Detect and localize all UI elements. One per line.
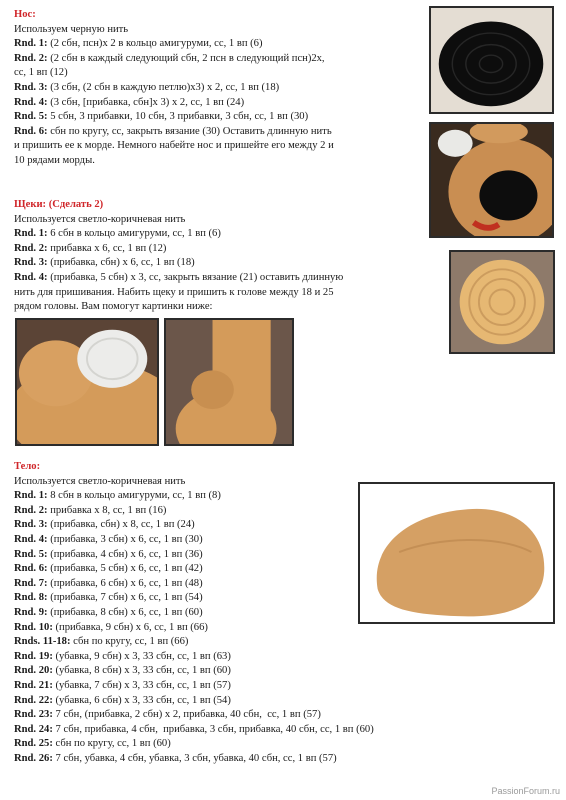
body-intro: Используется светло-коричневая нить — [14, 475, 186, 487]
round-line — [14, 110, 424, 125]
round-line — [14, 737, 554, 752]
round-label: Rnd. 3: — [14, 257, 48, 269]
round-label: Rnd. 21: — [14, 679, 53, 691]
round-instructions: 7 сбн, прибавка, 4 сбн, прибавка, 3 сбн, прибавка, 40 сбн, сс, 1 вп (60) — [52, 723, 374, 735]
round-label: Rnd. 4: — [14, 96, 48, 108]
round-instructions: сбн по кругу, сс, 1 вп (60) — [52, 738, 171, 750]
round-line — [14, 723, 554, 738]
round-instructions: (прибавка, 9 сбн) х 6, сс, 1 вп (66) — [52, 621, 208, 633]
round-line — [14, 664, 554, 679]
round-line — [14, 635, 554, 650]
round-instructions: 5 сбн, 3 прибавки, 10 сбн, 3 прибавки, 3 сбн, сс, 1 вп (30) — [47, 111, 309, 123]
round-label: Rnd. 22: — [14, 694, 53, 706]
round-label: Rnd. 1: — [14, 38, 48, 50]
round-instructions: 6 сбн в кольцо амигуруми, сс, 1 вп (6) — [47, 228, 221, 240]
round-instructions: прибавка х 8, сс, 1 вп (16) — [47, 504, 167, 516]
round-line — [14, 81, 424, 96]
round-instructions: прибавка х 6, сс, 1 вп (12) — [47, 242, 167, 254]
nose-section — [14, 8, 424, 169]
round-label: Rnd. 2: — [14, 504, 48, 516]
round-instructions: (прибавка, 4 сбн) х 6, сс, 1 вп (36) — [47, 548, 203, 560]
round-label: Rnds. 11-18: — [14, 636, 71, 648]
round-label: Rnd. 4: — [14, 271, 48, 283]
body-heading: Тело: — [14, 461, 41, 472]
round-label: Rnd. 3: — [14, 519, 48, 531]
round-label: Rnd. 24: — [14, 723, 53, 735]
round-label: Rnd. 19: — [14, 650, 53, 662]
round-label: Rnd. 23: — [14, 709, 53, 721]
round-line — [14, 242, 446, 257]
round-label: Rnd. 4: — [14, 533, 48, 545]
round-label: Rnd. 20: — [14, 665, 53, 677]
round-line — [14, 256, 446, 271]
cheeks-intro: Используется светло-коричневая нить — [14, 213, 186, 225]
round-label: Rnd. 5: — [14, 111, 48, 123]
round-instructions: (убавка, 8 сбн) х 3, 33 сбн, сс, 1 вп (60) — [52, 665, 231, 677]
round-label: Rnd. 8: — [14, 592, 48, 604]
round-instructions: сбн по кругу, сс, закрыть вязание (30) Оставить длинную нить и пришить ее к морде. Немного набейте нос и пришейте его между 2 и 10 рядами морды. — [14, 125, 334, 166]
round-line — [14, 679, 554, 694]
cheeks-section — [14, 198, 446, 315]
round-instructions: (прибавка, 3 сбн) х 6, сс, 1 вп (30) — [47, 533, 203, 545]
round-line — [14, 37, 424, 52]
round-line — [14, 52, 424, 81]
round-label: Rnd. 6: — [14, 563, 48, 575]
nose-intro: Используем черную нить — [14, 23, 129, 35]
round-line — [14, 227, 446, 242]
round-instructions: (3 сбн, [прибавка, сбн]х 3) х 2, сс, 1 вп (24) — [47, 96, 245, 108]
round-label: Rnd. 10: — [14, 621, 53, 633]
round-instructions: (прибавка, 5 сбн) х 3, сс, закрыть вязание (21) оставить длинную нить для пришивания. Набить щеку и пришить к голове между 18 и 25 рядом головы. Вам помогут картинки ниже: — [14, 271, 344, 313]
round-line — [14, 271, 446, 315]
round-line — [14, 96, 424, 111]
round-line — [14, 125, 424, 169]
round-instructions: сбн по кругу, сс, 1 вп (66) — [70, 636, 189, 648]
round-label: Rnd. 5: — [14, 548, 48, 560]
round-label: Rnd. 6: — [14, 125, 48, 137]
round-instructions: (прибавка, 5 сбн) х 6, сс, 1 вп (42) — [47, 563, 203, 575]
round-label: Rnd. 3: — [14, 81, 48, 93]
cheek-back-photo — [164, 318, 294, 446]
round-instructions: (убавка, 7 сбн) х 3, 33 сбн, сс, 1 вп (57) — [52, 679, 231, 691]
round-instructions: (прибавка, сбн) х 6, сс, 1 вп (18) — [47, 257, 195, 269]
watermark: PassionForum.ru — [491, 786, 560, 796]
body-photo — [358, 482, 555, 624]
round-label: Rnd. 2: — [14, 52, 48, 64]
round-label: Rnd. 26: — [14, 752, 53, 764]
face-nose-photo — [429, 122, 554, 238]
round-instructions: (прибавка, 6 сбн) х 6, сс, 1 вп (48) — [47, 577, 203, 589]
nose-photo — [429, 6, 554, 114]
cheek-side-photo — [15, 318, 159, 446]
round-instructions: (прибавка, 8 сбн) х 6, сс, 1 вп (60) — [47, 606, 203, 618]
round-instructions: (убавка, 9 сбн) х 3, 33 сбн, сс, 1 вп (63) — [52, 650, 231, 662]
cheeks-rounds — [14, 227, 446, 315]
round-label: Rnd. 25: — [14, 738, 53, 750]
round-label: Rnd. 2: — [14, 242, 48, 254]
round-instructions: 8 сбн в кольцо амигуруми, сс, 1 вп (8) — [47, 490, 221, 502]
cheek-photo — [449, 250, 555, 354]
round-instructions: (2 сбн в каждый следующий сбн, 2 псн в следующий псн)2х, сс, 1 вп (12) — [14, 52, 325, 79]
nose-heading: Нос: — [14, 9, 36, 20]
nose-rounds — [14, 37, 424, 168]
round-instructions: (прибавка, сбн) х 8, сс, 1 вп (24) — [47, 519, 195, 531]
round-label: Rnd. 1: — [14, 490, 48, 502]
round-instructions: (2 сбн, псн)х 2 в кольцо амигуруми, сс, 1 вп (6) — [47, 38, 263, 50]
round-instructions: (убавка, 6 сбн) х 3, 33 сбн, сс, 1 вп (54) — [52, 694, 231, 706]
round-instructions: 7 сбн, (прибавка, 2 сбн) х 2, прибавка, 40 сбн, сс, 1 вп (57) — [52, 709, 321, 721]
round-instructions: (прибавка, 7 сбн) х 6, сс, 1 вп (54) — [47, 592, 203, 604]
round-label: Rnd. 1: — [14, 228, 48, 240]
round-line — [14, 708, 554, 723]
round-line — [14, 650, 554, 665]
round-line — [14, 752, 554, 767]
round-instructions: (3 сбн, (2 сбн в каждую петлю)х3) х 2, сс, 1 вп (18) — [47, 81, 280, 93]
cheeks-heading: Щеки: (Сделать 2) — [14, 199, 104, 210]
round-label: Rnd. 7: — [14, 577, 48, 589]
round-label: Rnd. 9: — [14, 606, 48, 618]
round-instructions: 7 сбн, убавка, 4 сбн, убавка, 3 сбн, убавка, 40 сбн, сс, 1 вп (57) — [52, 752, 337, 764]
round-line — [14, 694, 554, 709]
